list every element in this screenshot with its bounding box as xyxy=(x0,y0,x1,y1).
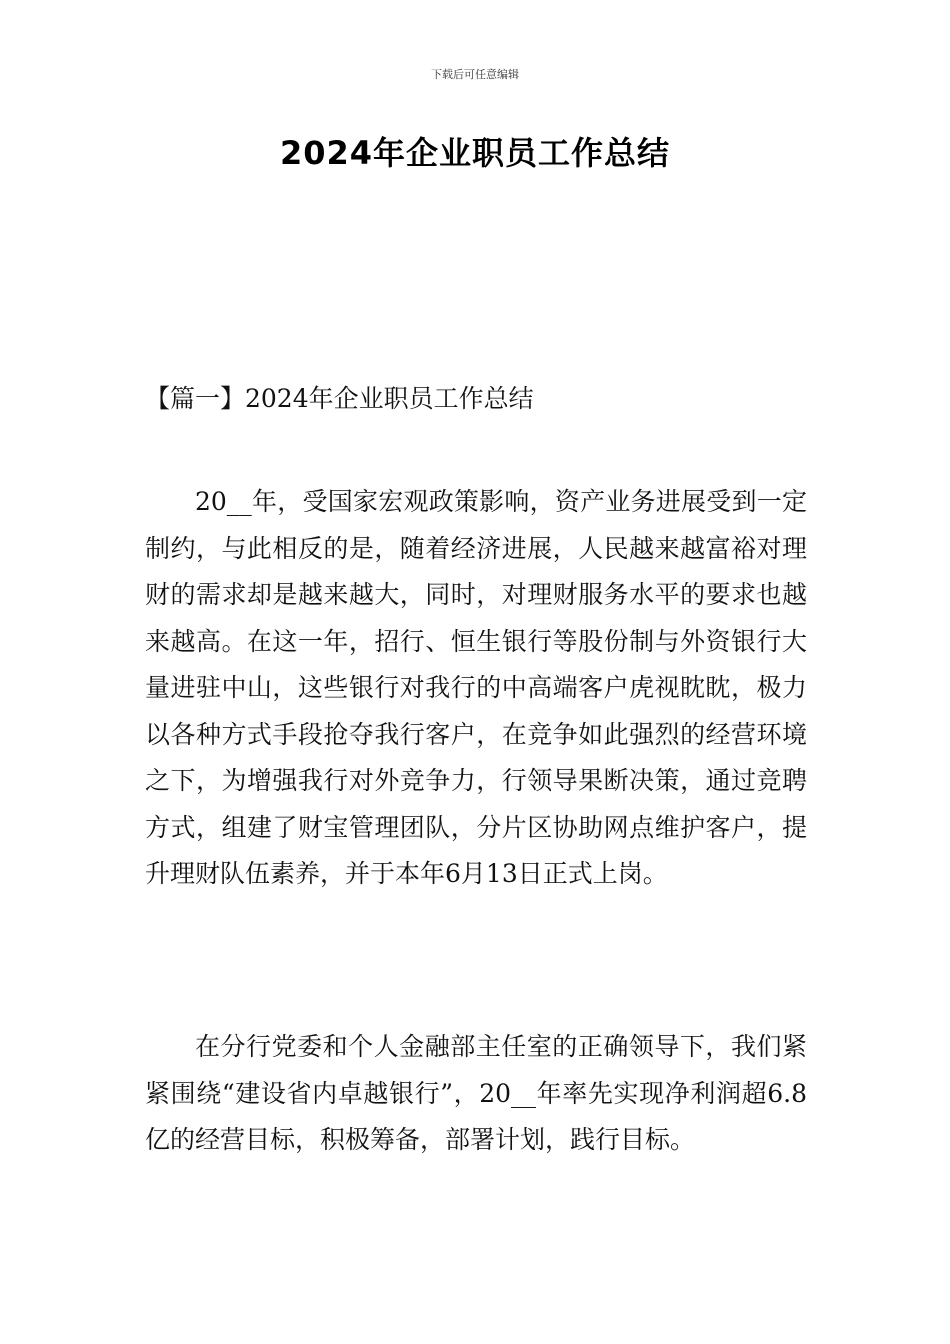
body-paragraph: 在分行党委和个人金融部主任室的正确领导下，我们紧紧围绕“建设省内卓越银行”，20__年率先实现净利润超6.8亿的经营目标，积极筹备，部署计划，践行目标。 xyxy=(145,1032,807,1154)
body-paragraph: 20__年，受国家宏观政策影响，资产业务进展受到一定制约，与此相反的是，随着经济进展，人民越来越富裕对理财的需求却是越来越大，同时，对理财服务水平的要求也越来越高。在这一年，招行、恒生银行等股份制与外资银行大量进驻中山，这些银行对我行的中高端客户虎视眈眈，极力以各种方式手段抢夺我行客户，在竞争如此强烈的经营环境之下，为增强我行对外竞争力，行领导果断决策，通过竞聘方式，组建了财宝管理团队，分片区协助网点维护客户，提升理财队伍素养，并于本年6月13日正式上岗。 xyxy=(145,487,807,888)
header-note: 下载后可任意编辑 xyxy=(431,68,519,81)
document-title: 2024年企业职员工作总结 xyxy=(279,134,671,172)
section-heading: 【篇一】2024年企业职员工作总结 xyxy=(145,384,534,413)
